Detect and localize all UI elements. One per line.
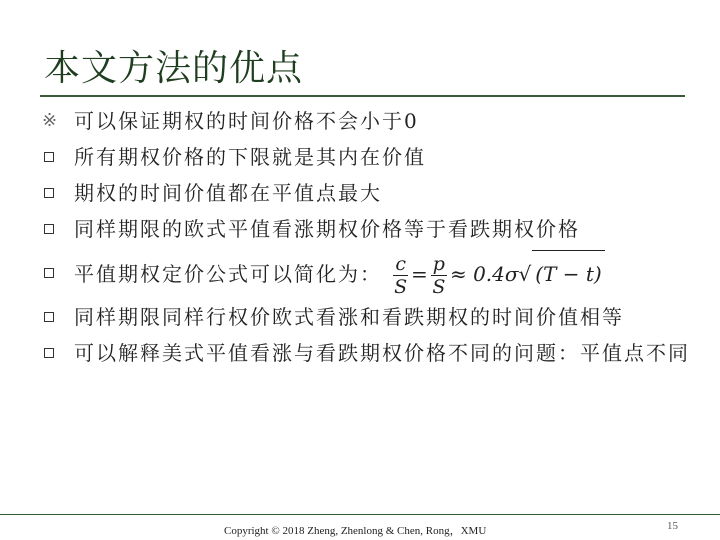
bullet-box-icon [44,152,54,162]
bullet-text: 所有期权价格的下限就是其内在价值 [74,145,426,169]
bullet-box-icon [44,348,54,358]
equals-sign: = [411,262,428,286]
footer-copyright: Copyright © 2018 Zheng, Zhenlong & Chen, Rong，XMU [224,525,487,537]
bullet-box-icon [44,188,54,198]
bullet-text: 可以解释美式平值看涨与看跌期权价格不同的问题：平值点不同 [74,341,690,365]
sqrt-body: (T − t) [532,250,604,297]
title-rule [40,95,685,97]
bullet-text: 平值期权定价公式可以简化为： [74,262,382,286]
bullet-box-icon [44,312,54,322]
fraction-denominator: S [432,276,446,298]
bullet-box-icon [44,268,54,278]
bullet-box-icon [44,224,54,234]
fraction-denominator: S [394,276,408,298]
bullet-item [44,340,694,366]
reference-mark-icon: ※ [42,110,60,131]
footer-rule [0,514,720,515]
bullet-item [44,304,684,330]
approx-term: ≈ 0.4σ [449,262,519,286]
page-number: 15 [667,520,678,532]
bullet-item [44,144,684,170]
slide-title: 本文方法的优点 [44,48,304,89]
sqrt-sign: √ [518,262,532,286]
formula [390,253,604,298]
bullet-list [42,108,690,366]
fraction-numerator: p [432,253,445,275]
bullet-text: 可以保证期权的时间价格不会小于0 [74,109,419,133]
bullet-text: 同样期限同样行权价欧式看涨和看跌期权的时间价值相等 [74,305,624,329]
bullet-item [44,250,684,298]
fraction-numerator: c [395,253,407,275]
bullet-item [44,180,684,206]
bullet-item [44,216,684,242]
bullet-text: 同样期限的欧式平值看涨期权价格等于看跌期权价格 [74,217,580,241]
bullet-text: 期权的时间价值都在平值点最大 [74,181,382,205]
bullet-item [44,108,684,134]
fraction-put [431,253,447,298]
fraction-call [393,253,408,298]
